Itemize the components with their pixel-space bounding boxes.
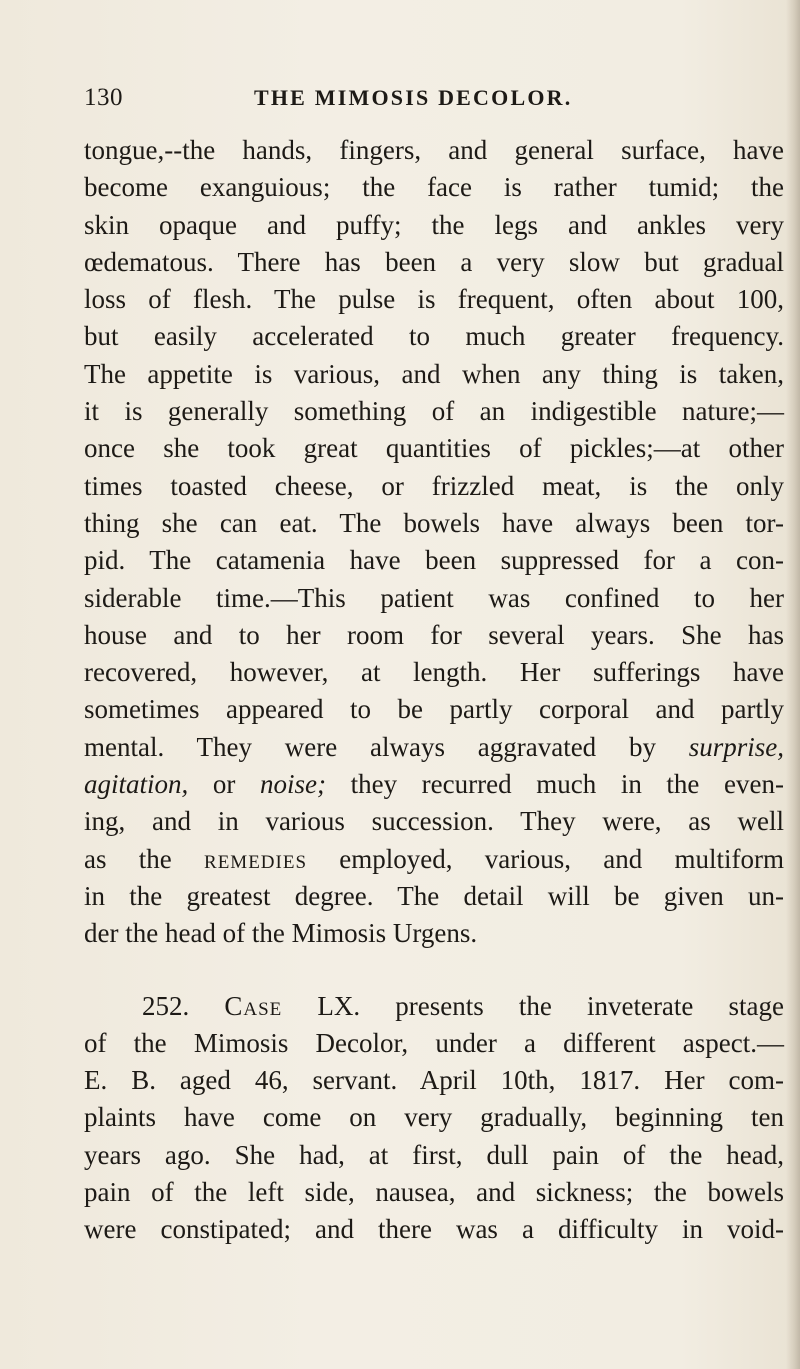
text-line: once she took great quantities of pickles;—at other: [84, 433, 784, 464]
text-line: [84, 729, 784, 766]
text-line: years ago. She had, at first, dull pain of the head,: [84, 1139, 784, 1170]
text-line: pain of the left side, nausea, and sickness; the bowels: [84, 1177, 784, 1208]
text-line: [84, 988, 784, 1025]
section-number: 252.: [142, 990, 225, 1021]
text-line: in the greatest degree. The detail will be given un-: [84, 880, 784, 911]
running-head: [84, 84, 724, 124]
text-span: LX. presents the inveterate stage: [282, 990, 785, 1021]
text-line: were constipated; and there was a difficulty in void-: [84, 1214, 784, 1245]
text-line: become exanguious; the face is rather tumid; the: [84, 172, 784, 203]
text-line: [84, 766, 784, 803]
text-line: The appetite is various, and when any thing is taken,: [84, 358, 784, 389]
small-caps-text: remedies: [204, 843, 308, 874]
case-label: Case: [224, 990, 283, 1021]
text-line: house and to her room for several years. She has: [84, 619, 784, 650]
text-line: but easily accelerated to much greater frequency.: [84, 321, 784, 352]
text-line: œdematous. There has been a very slow but gradual: [84, 246, 784, 277]
text-line: [84, 841, 784, 878]
text-line: plaints have come on very gradually, beginning ten: [84, 1102, 784, 1133]
text-line: skin opaque and puffy; the legs and ankles very: [84, 209, 784, 240]
text-span: or: [188, 769, 260, 800]
italic-text: agitation,: [84, 769, 189, 800]
paragraph-2: [84, 988, 784, 1249]
text-line: siderable time.—This patient was confined to her: [84, 582, 784, 613]
text-line: tongue,--the hands, fingers, and general surface, have: [84, 135, 784, 165]
page-number: 130: [84, 84, 123, 111]
text-line: ing, and in various succession. They were, as well: [84, 806, 784, 837]
text-line: E. B. aged 46, servant. April 10th, 1817. Her com-: [84, 1065, 784, 1096]
text-line: loss of flesh. The pulse is frequent, often about 100,: [84, 284, 784, 315]
text-span: employed, various, and multiform: [307, 843, 784, 874]
text-line: pid. The catamenia have been suppressed for a con-: [84, 545, 784, 576]
paragraph-1: [84, 132, 784, 953]
text-line: sometimes appeared to be partly corporal and partly: [84, 694, 784, 725]
text-line: times toasted cheese, or frizzled meat, is the only: [84, 470, 784, 501]
text-line: der the head of the Mimosis Urgens.: [84, 918, 478, 949]
text-line: thing she can eat. The bowels have always been tor-: [84, 507, 784, 538]
paragraph-gap: [84, 953, 784, 988]
italic-text: surprise,: [688, 731, 784, 762]
body-text: [84, 132, 784, 1249]
text-span: mental. They were always aggravated by: [84, 731, 656, 762]
running-title: THE MIMOSIS DECOLOR.: [254, 85, 573, 110]
text-line: of the Mimosis Decolor, under a different aspect.—: [84, 1027, 784, 1058]
text-line: recovered, however, at length. Her sufferings have: [84, 657, 784, 688]
page-edge-shadow: [786, 0, 800, 1369]
text-span: as the: [84, 843, 205, 874]
text-line: it is generally something of an indigestible nature;—: [84, 396, 784, 427]
text-span: they recurred much in the even-: [325, 769, 784, 800]
italic-text: noise;: [259, 769, 326, 800]
